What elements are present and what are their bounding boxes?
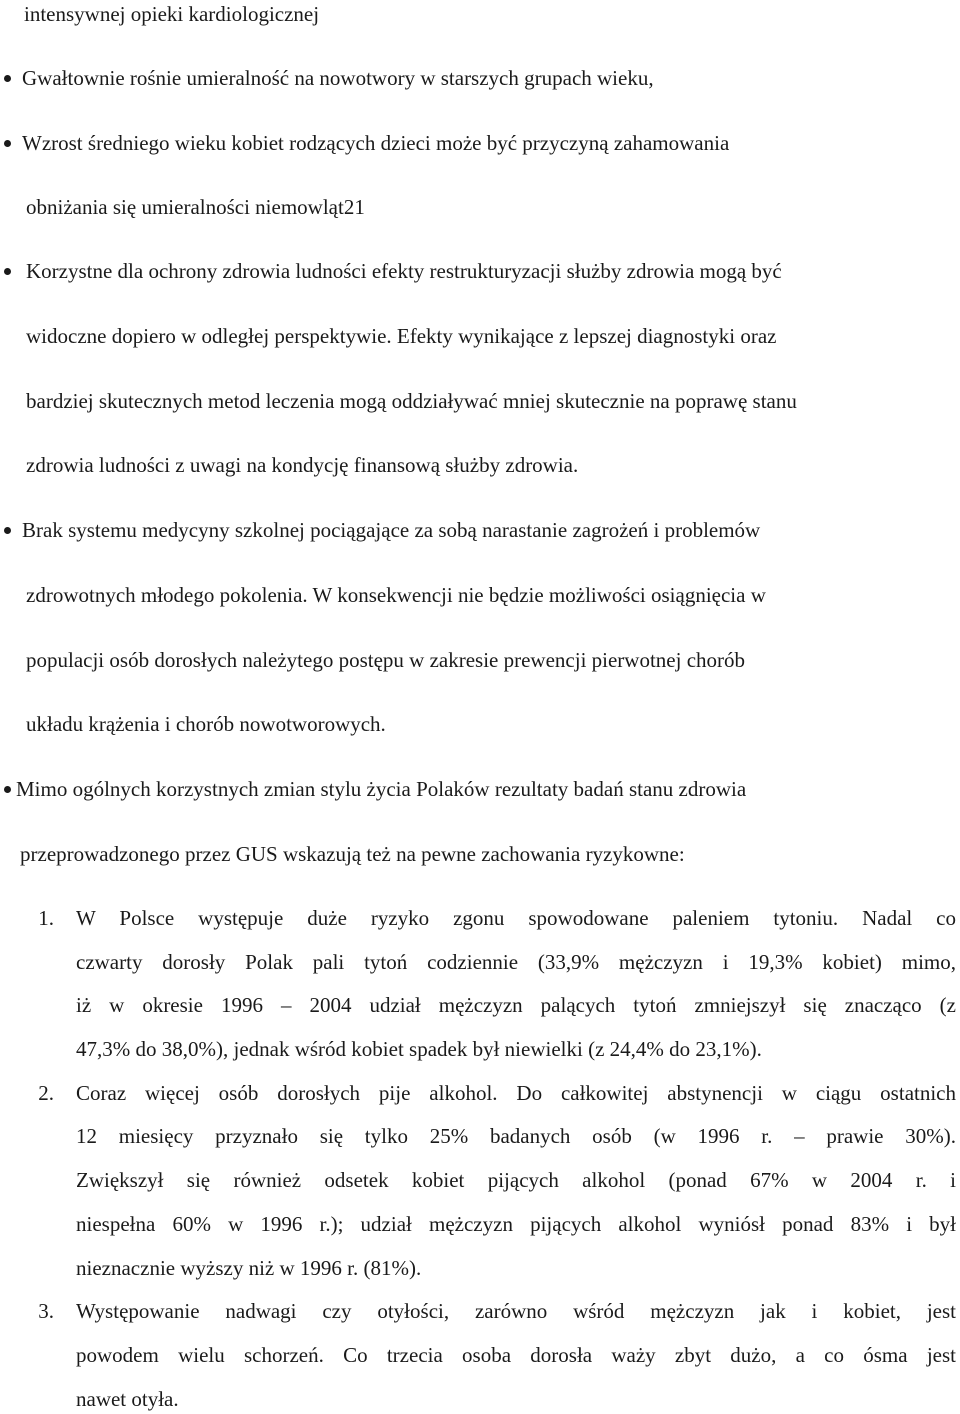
bullet-dot-4 bbox=[4, 527, 11, 534]
numbered-item-3-line-0: Występowanie nadwagi czy otyłości, zarówno wśród mężczyzn jak i kobiet, jest bbox=[76, 1299, 956, 1323]
bullet-2-line-0: Wzrost średniego wieku kobiet rodzących dzieci może być przyczyną zahamowania bbox=[22, 131, 730, 155]
bullet-5-line-1: przeprowadzonego przez GUS wskazują też na pewne zachowania ryzykowne: bbox=[20, 842, 685, 866]
numbered-item-1-line-2: iż w okresie 1996 – 2004 udział mężczyzn palących tytoń zmniejszył się znacząco (z bbox=[76, 993, 956, 1017]
numbered-item-3-label: 3. bbox=[38, 1299, 54, 1323]
numbered-item-1-label: 1. bbox=[38, 906, 54, 930]
bullet-4-line-0: Brak systemu medycyny szkolnej pociągające za sobą narastanie zagrożeń i problemów bbox=[22, 518, 761, 542]
bullet-4-line-1: zdrowotnych młodego pokolenia. W konsekwencji nie będzie możliwości osiągnięcia w bbox=[26, 583, 766, 607]
numbered-item-2-line-3: niespełna 60% w 1996 r.); udział mężczyzn pijących alkohol wyniósł ponad 83% i był bbox=[76, 1212, 956, 1236]
numbered-item-1-line-1: czwarty dorosły Polak pali tytoń codziennie (33,9% mężczyzn i 19,3% kobiet) mimo, bbox=[76, 950, 956, 974]
bullet-1-line-0: Gwałtownie rośnie umieralność na nowotwory w starszych grupach wieku, bbox=[22, 66, 654, 90]
bullet-0-line-0: intensywnej opieki kardiologicznej bbox=[24, 2, 320, 26]
numbered-item-3-line-2: nawet otyła. bbox=[76, 1387, 179, 1411]
numbered-item-2-label: 2. bbox=[38, 1081, 54, 1105]
bullet-3-line-1: widoczne dopiero w odległej perspektywie. Efekty wynikające z lepszej diagnostyki oraz bbox=[26, 324, 777, 348]
bullet-3-line-3: zdrowia ludności z uwagi na kondycję finansową służby zdrowia. bbox=[26, 453, 579, 477]
numbered-item-2-line-2: Zwiększył się również odsetek kobiet pijących alkohol (ponad 67% w 2004 r. i bbox=[76, 1168, 956, 1192]
bullet-4-line-2: populacji osób dorosłych należytego postępu w zakresie prewencji pierwotnej chorób bbox=[26, 648, 746, 672]
numbered-item-2-line-1: 12 miesięcy przyznało się tylko 25% badanych osób (w 1996 r. – prawie 30%). bbox=[76, 1124, 956, 1148]
bullet-dot-2 bbox=[4, 140, 11, 147]
numbered-item-1-line-0: W Polsce występuje duże ryzyko zgonu spowodowane paleniem tytoniu. Nadal co bbox=[76, 906, 956, 930]
bullet-dot-3 bbox=[4, 268, 11, 275]
bullet-5-line-0: Mimo ogólnych korzystnych zmian stylu życia Polaków rezultaty badań stanu zdrowia bbox=[16, 777, 747, 801]
bullet-3-line-2: bardziej skutecznych metod leczenia mogą oddziaływać mniej skutecznie na poprawę stanu bbox=[26, 389, 797, 413]
bullet-3-line-0: Korzystne dla ochrony zdrowia ludności efekty restrukturyzacji służby zdrowia mogą być bbox=[26, 259, 782, 283]
numbered-item-3-line-1: powodem wielu schorzeń. Co trzecia osoba dorosła waży zbyt dużo, a co ósma jest bbox=[76, 1343, 956, 1367]
numbered-item-1-line-3: 47,3% do 38,0%), jednak wśród kobiet spadek był niewielki (z 24,4% do 23,1%). bbox=[76, 1037, 762, 1061]
numbered-item-2-line-0: Coraz więcej osób dorosłych pije alkohol. Do całkowitej abstynencji w ciągu ostatnich bbox=[76, 1081, 956, 1105]
numbered-item-2-line-4: nieznacznie wyższy niż w 1996 r. (81%). bbox=[76, 1256, 422, 1280]
bullet-4-line-3: układu krążenia i chorób nowotworowych. bbox=[26, 712, 386, 736]
bullet-dot-5 bbox=[4, 786, 11, 793]
bullet-dot-1 bbox=[4, 75, 11, 82]
bullet-2-line-1: obniżania się umieralności niemowląt21 bbox=[26, 195, 365, 219]
